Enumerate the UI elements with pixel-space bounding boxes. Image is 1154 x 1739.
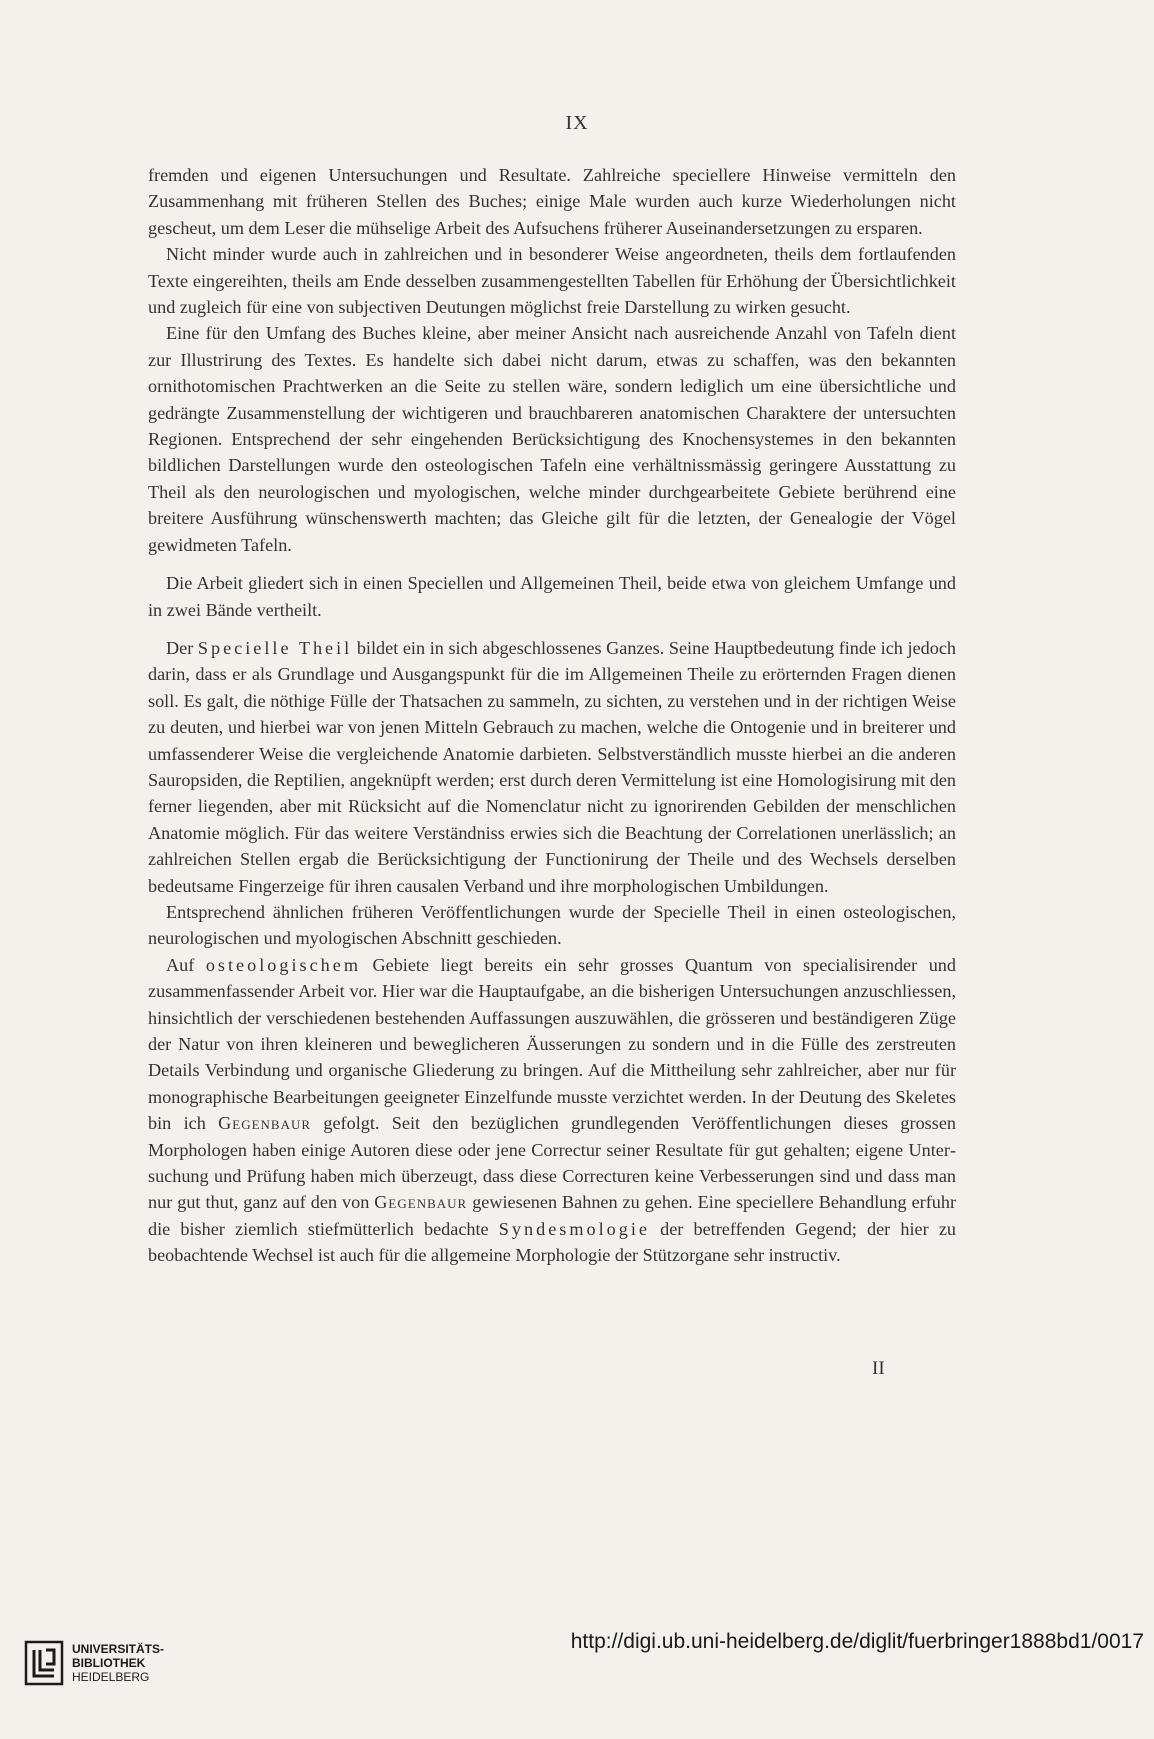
paragraph-2: Nicht minder wurde auch in zahlreichen und in besonderer Weise angeordneten, theils dem fortlaufenden Texte eingereihten, theils am Ende desselben zusammengestellten Tabellen für Erhöhung der Übersichtlichkeit und zugleich für eine von subjectiven Deutungen möglichst freie Darstellung zu wirken gesucht. [148, 244, 956, 318]
university-library-logo-icon [24, 1640, 64, 1686]
paragraph-7-post: der betreffenden Gegend; der hier zu beobachtende Wechsel ist auch für die allgemeine Morphologie der Stützorgane sehr instructiv. [148, 1218, 956, 1266]
paragraph-7-mid2: gefolgt. Seit den bezüglichen grundlegenden Veröffentlichungen dieses grossen Morphologen haben einige Autoren diese oder jene Correctur seiner Resultate für gut gehalten; eigene Untersuchung und Prüfung haben mich überzeugt, dass diese Correcturen keine Verbesserungen sind und dass man nur gut thut, ganz auf den von [148, 1113, 956, 1213]
page-number: IX [565, 112, 589, 134]
author-name-gegenbaur-2: Gegenbaur [374, 1192, 468, 1213]
source-url-link[interactable]: http://digi.ub.uni-heidelberg.de/diglit/fuerbringer1888bd1/0017 [570, 1630, 1144, 1653]
signature-mark: II [872, 1358, 885, 1379]
paragraph-1: fremden und eigenen Untersuchungen und Resultate. Zahlreiche speciellere Hinweise vermitteln den Zusammenhang mit früheren Stellen des Buches; einige Male wurden auch kurze Wiederholungen nicht gescheut, um dem Leser die mühselige Arbeit des Aufsuchens früherer Auseinandersetzungen zu ersparen. [148, 165, 956, 238]
library-name [72, 1642, 164, 1684]
paragraph-5-post: bildet ein in sich abgeschlossenes Ganzes. Seine Hauptbedeutung finde ich jedoch darin, dass er als Grundlage und Ausgangspunkt für die im Allgemeinen Theile zu erörternden Fragen dienen soll. Es galt, die nöthige Fülle der Thatsachen zu sammeln, zu sichten, zu verstehen und in der richtigen Weise zu deuten, und hierbei war von jenen Mitteln Gebrauch zu machen, welche die Ontogenie und in breiterer und umfassenderer Weise die vergleichende Anatomie darbieten. Selbstverständlich musste hierbei an die anderen Sauropsiden, die Reptilien, angeknüpft werden; erst durch deren Vermittelung ist eine Homologisirung mit den ferner liegenden, aber mit Rücksicht auf die Nomenclatur nicht zu ignorirenden Gebilden der menschlichen Anatomie möglich. Für das weitere Verständniss erwies sich die Beachtung der Correlationen unerlässlich; an zahlreichen Stellen ergab die Berücksichtigung der Functionirung der Theile und des Wechsels derselben bedeutsame Fingerzeige für ihren causalen Verband und ihre morphologischen Umbildungen. [148, 637, 956, 896]
emphasis-specielle-theil: Specielle Theil [197, 637, 353, 658]
paragraph-4: Die Arbeit gliedert sich in einen Speciellen und Allgemeinen Theil, beide etwa von gleichem Umfange und in zwei Bände vertheilt. [148, 573, 956, 620]
author-name-gegenbaur-1: Gegenbaur [218, 1113, 312, 1134]
paragraph-5 [148, 635, 956, 899]
paragraph-7-pre: Auf [166, 954, 206, 975]
paragraph-3: Eine für den Umfang des Buches kleine, aber meiner Ansicht nach ausreichende Anzahl von Tafeln dient zur Illustrirung des Textes. Es handelte sich dabei nicht darum, etwas zu schaffen, was den bekannten ornithotomischen Prachtwerken an die Seite zu stellen wäre, sondern lediglich um eine übersichtliche und gedrängte Zusammenstellung der wichtigeren und brauchbareren anatomischen Charaktere der untersuchten Regionen. Entsprechend der sehr eingehenden Berücksichtigung des Knochensystemes in den bekannten bildlichen Darstellungen wurde den osteologischen Tafeln eine verhältnissmässig geringere Ausstattung zu Theil als den neurologischen und myologischen, welche minder durchgearbeitete Gebiete berührend eine breitere Ausführung wünschenswerth machten; das Gleiche gilt für die letzten, der Genealogie der Vögel gewidmeten Tafeln. [148, 323, 956, 555]
emphasis-syndesmologie: Syndesmologie [498, 1218, 650, 1239]
paragraph-7 [148, 952, 956, 1269]
body-text [148, 162, 956, 1269]
library-name-line-2: BIBLIOTHEK [72, 1656, 146, 1670]
paragraph-5-pre: Der [166, 637, 198, 658]
emphasis-osteologischem: osteologischem [205, 954, 361, 975]
library-name-line-1: UNIVERSITÄTS- [72, 1642, 165, 1656]
paragraph-6: Entsprechend ähnlichen früheren Veröffentlichungen wurde der Specielle Theil in einen osteologischen, neurologischen und myologischen Abschnitt geschieden. [148, 901, 956, 949]
paragraph-7-mid1: Gebiete liegt bereits ein sehr grosses Quantum von specialisirender und zusammenfassender Arbeit vor. Hier war die Hauptaufgabe, an die bisherigen Untersuchungen anzuschliessen, hinsichtlich der verschiedenen bestehenden Auffassungen auszuwählen, die grösseren und beständigeren Züge der Natur von ihren kleineren und beweglicheren Äusserungen zu sondern und in die Fülle des zerstreuten Details Verbindung und organische Gliederung zu bringen. Auf die Mittheilung sehr zahlreicher, aber nur für monographische Bearbeitungen geeigneter Einzelfunde musste verzichtet werden. In der Deutung des Skeletes bin ich [148, 954, 956, 1134]
paragraph-7-mid3: gewiesenen Bahnen zu gehen. Eine speciellere Behandlung erfuhr die bisher ziemlich stiefmütterlich bedachte [148, 1192, 957, 1239]
footer [0, 1590, 1154, 1739]
library-name-line-3: HEIDELBERG [72, 1670, 150, 1684]
